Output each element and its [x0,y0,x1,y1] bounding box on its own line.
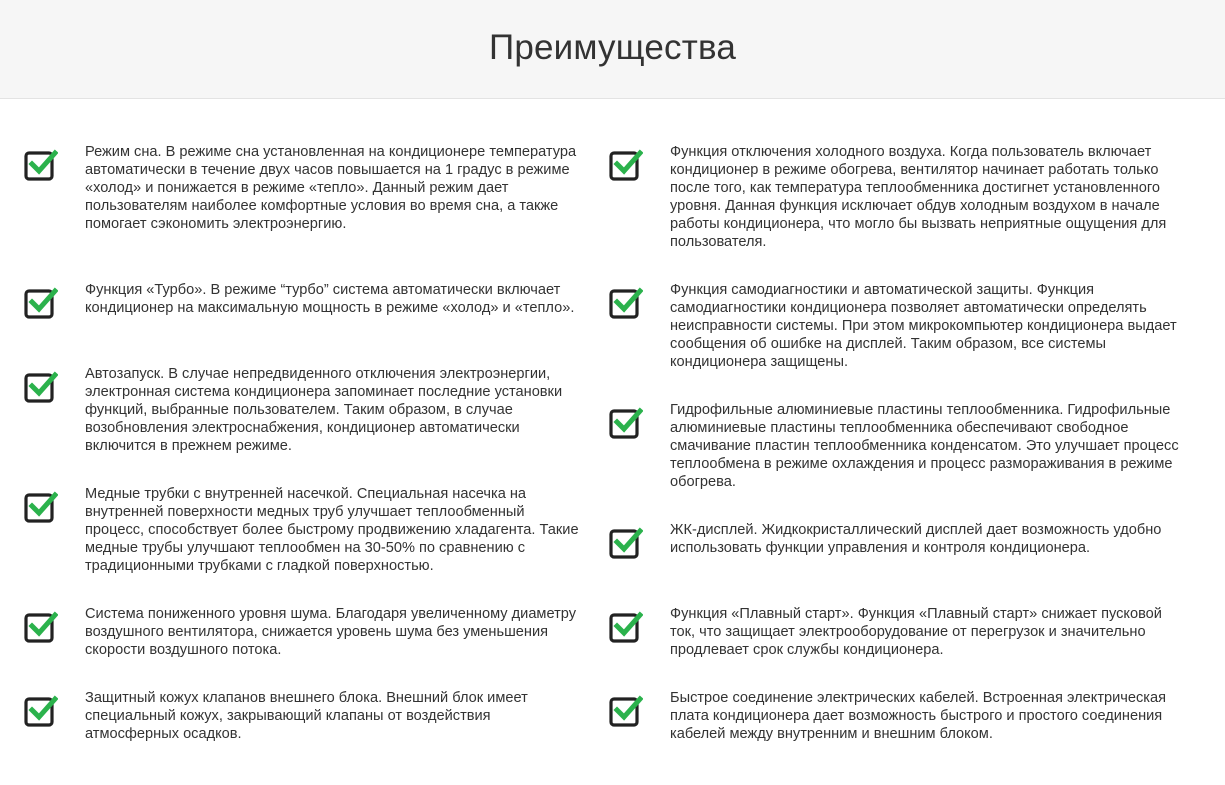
checkbox-checked-icon [609,695,643,727]
checkbox-checked-icon [24,695,58,727]
checkbox-checked-icon [609,149,643,181]
advantage-text: Защитный кожух клапанов внешнего блока. Внешний блок имеет специальный кожух, закрывающий клапаны от воздействия атмосферных осадков. [85,690,528,742]
advantage-text: Быстрое соединение электрических кабелей. Встроенная электрическая плата кондиционера дает возможность быстрого и простого соединения кабелей между внутренним и внешним блоком. [670,690,1167,742]
advantage-text: ЖК-дисплей. Жидкокристаллический дисплей дает возможность удобно использовать функции управления и контроля кондиционера. [670,522,1162,556]
checkbox-checked-icon [609,287,643,319]
advantage-text: Функция отключения холодного воздуха. Когда пользователь включает кондиционер в режиме обогрева, вентилятор начинает работать только после того, как температура теплообменника достигнет установленного уровня. Данная функция исключает обдув холодным воздухом в начале работы кондиционера, что могло бы вызвать неприятные ощущения для пользователя. [670,144,1167,250]
checkbox-checked-icon [609,611,643,643]
advantage-text: Функция самодиагностики и автоматической защиты. Функция самодиагностики кондиционера позволяет автоматически определять неисправности системы. При этом микрокомпьютер кондиционера выдает сообщения об ошибке на дисплей. Таким образом, все системы кондиционера защищены. [670,282,1177,370]
checkbox-checked-icon [609,407,643,439]
advantage-text: Автозапуск. В случае непредвиденного отключения электроэнергии, электронная система кондиционера запоминает последние установки функций, выбранные пользователем. Таким образом, в случае возобновления электроснабжения, кондиционер автоматически включится в прежнем режиме. [85,366,563,454]
advantage-text: Функция «Турбо». В режиме “турбо” система автоматически включает кондиционер на максимальную мощность в режиме «холод» и «тепло». [85,282,575,316]
page-header [0,0,1225,99]
advantage-text: Функция «Плавный старт». Функция «Плавный старт» снижает пусковой ток, что защищает электрооборудование от перегрузок и значительно продлевает срок службы кондиционера. [670,606,1162,658]
advantage-text: Медные трубки с внутренней насечкой. Специальная насечка на внутренней поверхности медных труб улучшает теплообменный процесс, способствует более быстрому продвижению хладагента. Такие медные трубы улучшают теплообмен на 30-50% по сравнению с традиционными трубками с гладкой поверхностью. [85,486,579,574]
checkbox-checked-icon [24,491,58,523]
checkbox-checked-icon [24,371,58,403]
checkbox-checked-icon [24,611,58,643]
checkbox-checked-icon [609,527,643,559]
advantage-text: Система пониженного уровня шума. Благодаря увеличенному диаметру воздушного вентилятора, снижается уровень шума без уменьшения скорости воздушного потока. [85,606,577,658]
page-title: Преимущества [488,28,737,67]
advantage-text: Режим сна. В режиме сна установленная на кондиционере температура автоматически в течение двух часов повышается на 1 градус в режиме «холод» и понижается в режиме «тепло». Данный режим дает пользователям наиболее комфортные условия во время сна, а также помогает сэкономить электроэнергию. [85,144,577,232]
checkbox-checked-icon [24,149,58,181]
checkbox-checked-icon [24,287,58,319]
advantages-list [0,99,1225,785]
advantage-text: Гидрофильные алюминиевые пластины теплообменника. Гидрофильные алюминиевые пластины теплообменника обеспечивают свободное смачивание пластин теплообменника конденсатом. Это улучшает процесс теплообмена в режиме охлаждения и процесс размораживания в режиме обогрева. [670,402,1179,490]
